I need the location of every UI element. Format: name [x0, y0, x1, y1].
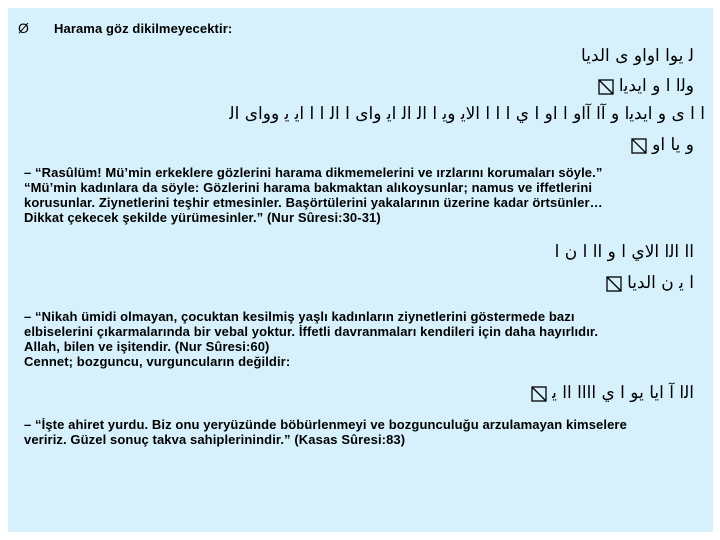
translation-line: veririz. Güzel sonuç takva sahiplerinindir.” (Kasas Sûresi:83) — [24, 432, 406, 447]
missing-glyph-icon — [531, 386, 547, 402]
arabic-verse-line — [94, 76, 694, 96]
arabic-verse-text: ﺍﻟﺍ ﺁ ﺍﻳﺎ ﻳﻮ ﺍ ﻱ ﺍﺍﺍﺍ ﺍﺍ ﻳ — [552, 383, 694, 403]
translation-line: – “İşte ahiret yurdu. Biz onu yeryüzünde böbürlenmeyi ve bozgunculuğu arzulamayan kimselere — [24, 417, 627, 432]
translation-line: elbiselerini çıkarmalarında bir vebal yoktur. İffetli davranmaları kendileri için daha hayırlıdır. — [24, 324, 599, 339]
translation-line: korusunlar. Ziynetlerini teşhir etmesinler. Başörtülerini yakalarının üzerine kadar örtsünler… — [24, 195, 603, 210]
translation-paragraph — [24, 165, 603, 225]
translation-line: – “Rasûlüm! Mü’min erkeklere gözlerini harama dikmemelerini ve ırzlarını korumaları söyle.” — [24, 165, 603, 180]
arabic-verse-line: ﻟ ﻳﻮﺍ ﺍﻭﺍﻭ ﻯ ﺍﻟﺪﻳﺎ — [581, 46, 694, 66]
arabic-verse-line — [94, 135, 694, 155]
arabic-verse-line — [94, 383, 694, 403]
translation-line: Allah, bilen ve işitendir. (Nur Sûresi:60) — [24, 339, 270, 354]
missing-glyph-icon — [606, 276, 622, 292]
slide-panel — [8, 8, 713, 532]
heading: Harama göz dikilmeyecektir: — [54, 21, 233, 36]
arabic-verse-line: ﺍ ﺍ ﻯ ﻭ ﺍﻳﺪﻳﺍ ﻭ ﺁﺍ ﺁﺍﻭ ﺍ ﺍﻭ ﺍ ﻱ ﺍ ﺍ ﺍ ﺍﻟﺎﻳ ﻭﻳ ﺍ ﺍﻟ ﺍﻟ ﺍﻳ ﻭﺍﻯ ﺍ ﺍﻟ ﺍ ﺍ ﺍﻳ ﻳ ﻭﻭﺍﻯ ﺍﻟ — [229, 104, 705, 124]
translation-paragraph — [24, 417, 627, 447]
translation-paragraph — [24, 309, 598, 369]
missing-glyph-icon — [631, 138, 647, 154]
arabic-verse-text: ﻭﻟﺍ ﺍ ﻭ ﺍﻳﺪﻳﺍ — [618, 76, 694, 96]
translation-line: Cennet; bozguncu, vurguncuların değildir: — [24, 354, 291, 369]
arabic-verse-text: ﺍ ﻳ ﻥ ﺍﻟﺪﻳﺎ — [627, 273, 694, 293]
translation-line: – “Nikah ümidi olmayan, çocuktan kesilmiş yaşlı kadınların ziynetlerini göstermede bazı — [24, 309, 575, 324]
translation-line: “Mü’min kadınlara da söyle: Gözlerini harama bakmaktan alıkoysunlar; namus ve iffetlerini — [24, 180, 593, 195]
translation-line: Dikkat çekecek şekilde yürümesinler.” (Nur Sûresi:30-31) — [24, 210, 381, 225]
arrow-bullet-icon: Ø — [18, 20, 29, 36]
arabic-verse-line: ﺍﺍ ﺍﻟﺍ ﺍﻟﺎﻱ ﺍ ﻭ ﺍﺍ ﺍ ﻥ ﺍ — [554, 242, 694, 262]
missing-glyph-icon — [598, 79, 614, 95]
arabic-verse-line — [94, 273, 694, 293]
arabic-verse-text: ﻭ ﻳﺎ ﺍﻭ — [652, 135, 694, 155]
